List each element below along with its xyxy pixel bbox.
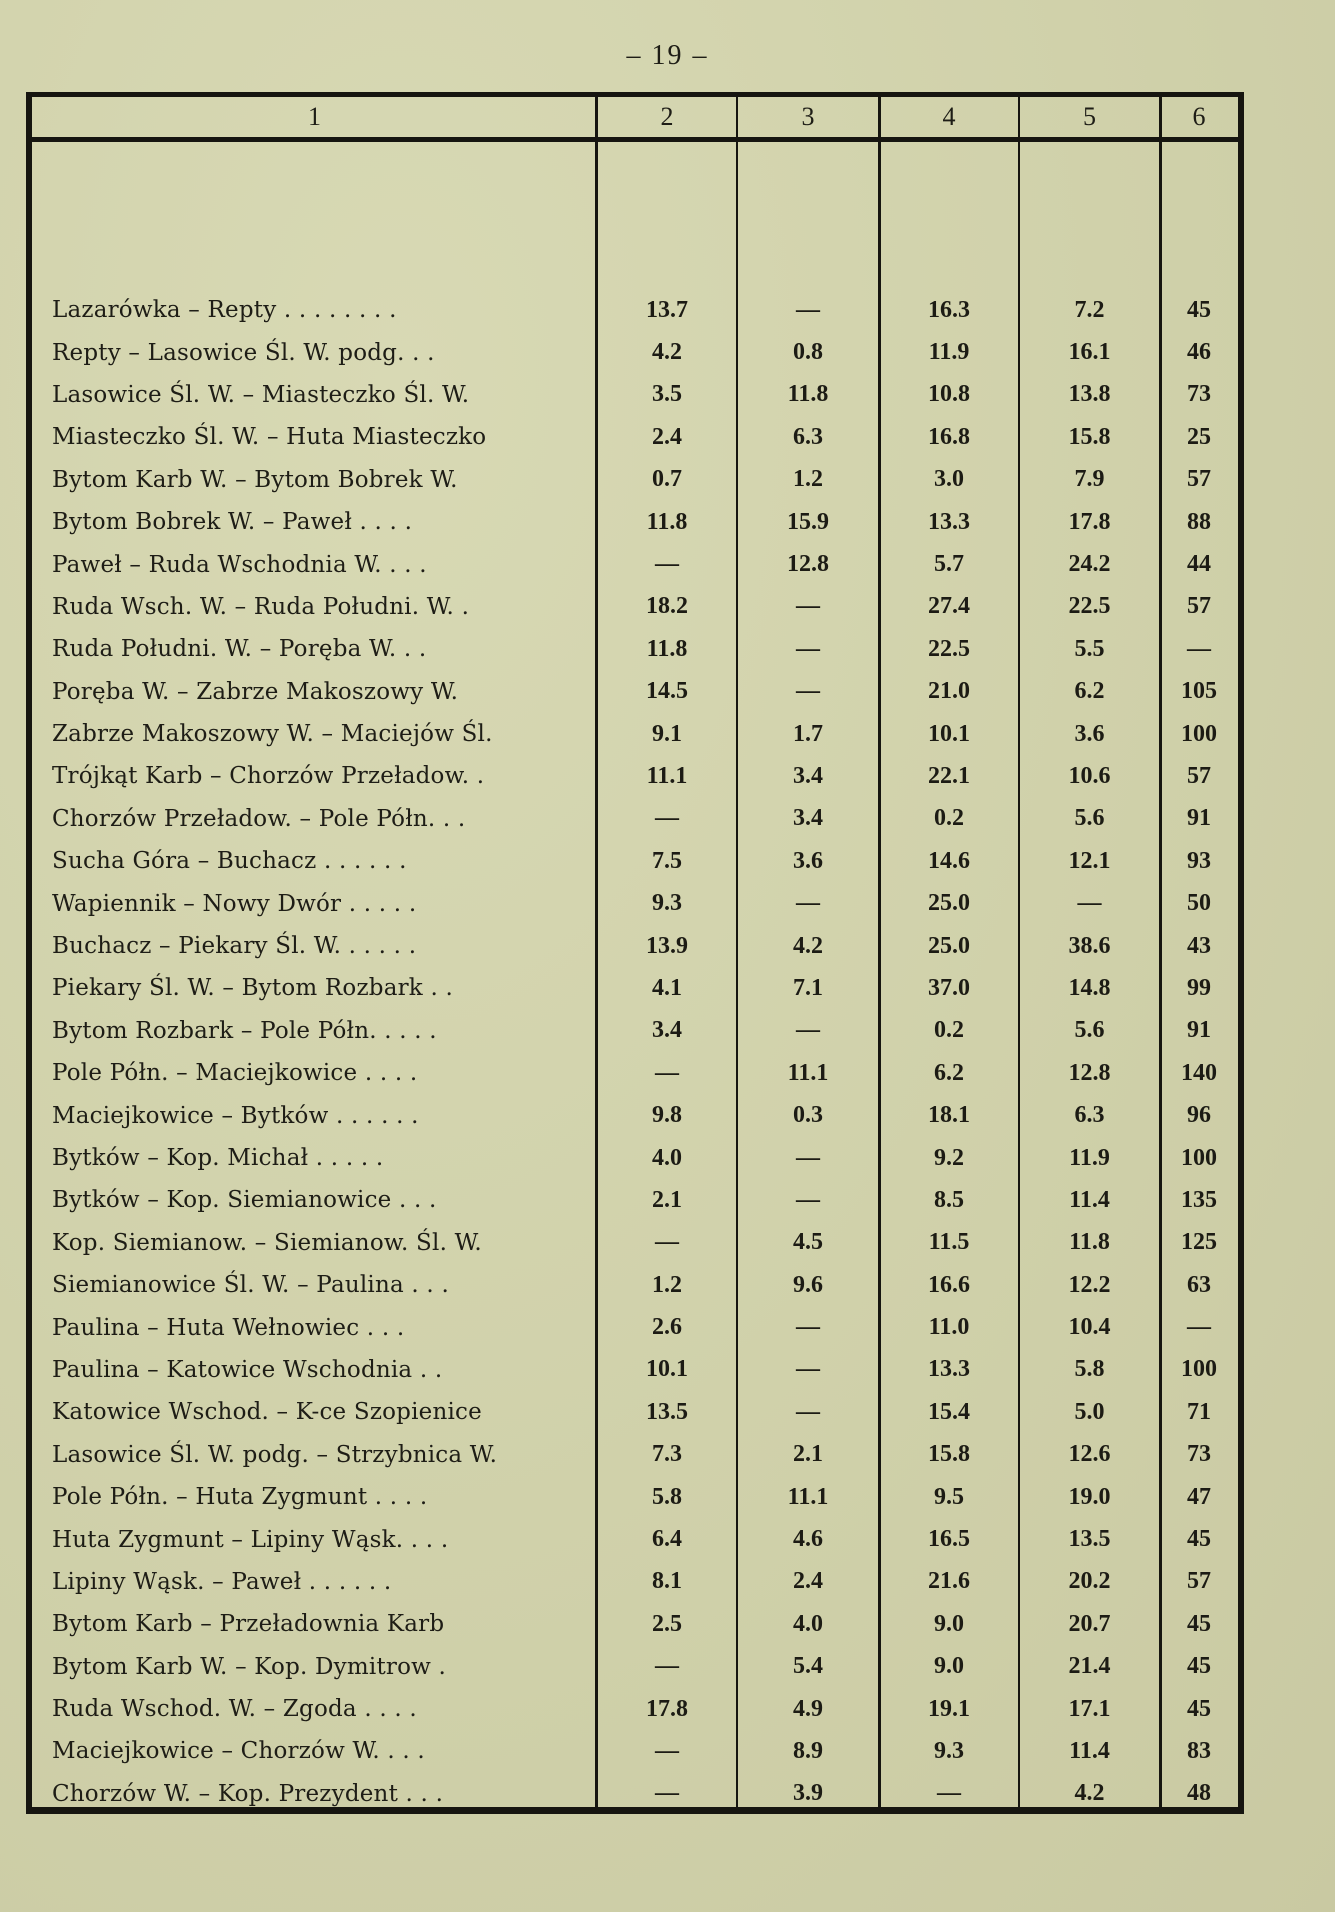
cell-col-6: 57 [1187, 466, 1211, 493]
cell-route: Ruda Południ. W. – Poręba W. . . [52, 636, 427, 663]
cell-col-2: 1.2 [652, 1271, 682, 1298]
cell-route: Ruda Wsch. W. – Ruda Południ. W. . [52, 593, 470, 620]
cell-col-6: — [1187, 635, 1211, 662]
cell-col-4: 13.3 [928, 508, 970, 535]
cell-col-4: 27.4 [928, 593, 970, 620]
cell-col-3: — [796, 1144, 820, 1171]
table-row [32, 289, 1238, 331]
cell-col-5: 11.9 [1069, 1144, 1110, 1171]
cell-col-5: 13.8 [1068, 381, 1111, 408]
table-body [32, 289, 1238, 1815]
cell-col-5: 7.2 [1074, 296, 1105, 323]
cell-col-4: 14.6 [928, 847, 970, 874]
cell-col-3: 11.8 [787, 381, 829, 408]
cell-col-4: 3.0 [934, 466, 964, 493]
table-row [32, 1094, 1238, 1136]
cell-route: Huta Zygmunt – Lipiny Wąsk. . . . [52, 1526, 449, 1553]
cell-col-6: 48 [1187, 1780, 1211, 1807]
cell-col-5: 21.4 [1068, 1653, 1111, 1680]
cell-route: Lasowice Śl. W. – Miasteczko Śl. W. [52, 381, 470, 408]
cell-route: Bytków – Kop. Michał . . . . . [52, 1145, 384, 1171]
cell-col-2: 11.8 [646, 635, 688, 662]
cell-col-4: 15.8 [928, 1441, 970, 1468]
table-row [32, 1391, 1238, 1433]
cell-col-5: 22.5 [1068, 593, 1111, 620]
cell-col-3: 5.4 [793, 1653, 823, 1680]
cell-col-6: 57 [1187, 762, 1211, 789]
cell-route: Pole Półn. – Huta Zygmunt . . . . [52, 1484, 428, 1511]
table-row [32, 840, 1238, 882]
cell-col-6: 83 [1187, 1737, 1211, 1764]
cell-col-3: 1.2 [793, 466, 823, 493]
cell-col-5: 5.6 [1074, 805, 1105, 832]
table-row [32, 1646, 1238, 1688]
cell-col-2: — [655, 1229, 679, 1256]
cell-col-3: — [796, 890, 820, 917]
cell-col-5: 11.8 [1069, 1229, 1110, 1256]
table-row [32, 713, 1238, 755]
cell-route: Chorzów Przeładow. – Pole Półn. . . [52, 805, 466, 832]
cell-col-5: — [1077, 890, 1102, 917]
cell-col-2: 13.9 [646, 932, 688, 959]
cell-col-3: 3.9 [793, 1780, 823, 1807]
table-row [32, 1052, 1238, 1094]
cell-col-4: 11.5 [928, 1229, 970, 1256]
table-row [32, 459, 1238, 501]
cell-col-3: — [796, 593, 820, 620]
cell-col-6: 140 [1181, 1059, 1217, 1086]
cell-col-2: 13.7 [646, 296, 688, 323]
cell-col-4: 19.1 [928, 1695, 970, 1722]
cell-col-6: 71 [1187, 1398, 1211, 1425]
cell-col-3: 0.8 [793, 339, 823, 366]
cell-route: Sucha Góra – Buchacz . . . . . . [52, 848, 407, 875]
cell-col-2: 17.8 [646, 1695, 688, 1722]
header-col-5: 5 [1083, 102, 1096, 131]
cell-col-6: 45 [1187, 1526, 1211, 1553]
cell-col-5: 24.2 [1068, 551, 1111, 578]
cell-col-3: 4.6 [793, 1526, 823, 1553]
cell-col-5: 17.8 [1068, 508, 1111, 535]
cell-col-4: 21.6 [928, 1568, 970, 1595]
cell-col-6: 91 [1187, 805, 1211, 832]
cell-col-5: 19.0 [1068, 1483, 1111, 1510]
cell-col-2: 10.1 [646, 1356, 688, 1383]
table-row [32, 1179, 1238, 1221]
cell-route: Paulina – Katowice Wschodnia . . [52, 1356, 443, 1383]
cell-col-4: 9.3 [934, 1737, 964, 1764]
cell-col-5: 11.4 [1069, 1737, 1110, 1764]
table-row [32, 1561, 1238, 1603]
cell-route: Piekary Śl. W. – Bytom Rozbark . . [52, 975, 453, 1002]
cell-col-4: 25.0 [928, 890, 970, 917]
cell-col-6: 135 [1181, 1186, 1217, 1213]
cell-col-3: — [796, 296, 820, 323]
table-row [32, 501, 1238, 543]
cell-route: Bytom Karb W. – Bytom Bobrek W. [52, 466, 458, 493]
table-row [32, 374, 1238, 416]
cell-col-5: 5.5 [1074, 635, 1105, 662]
cell-col-3: 2.1 [793, 1441, 823, 1468]
cell-col-4: 37.0 [928, 974, 970, 1001]
cell-col-3: — [796, 1398, 820, 1425]
cell-col-6: 50 [1187, 890, 1211, 917]
cell-col-4: 11.0 [928, 1314, 970, 1341]
cell-col-6: 47 [1187, 1483, 1211, 1510]
cell-col-2: 7.5 [652, 847, 682, 874]
cell-col-6: 96 [1187, 1102, 1211, 1129]
table-row [32, 1476, 1238, 1518]
table-row [32, 331, 1238, 373]
cell-col-2: 9.1 [652, 720, 682, 747]
cell-col-4: 22.5 [928, 635, 970, 662]
cell-col-3: 3.4 [793, 805, 823, 832]
cell-route: Pole Półn. – Maciejkowice . . . . [52, 1060, 418, 1087]
header-col-3: 3 [801, 102, 815, 131]
cell-route: Miasteczko Śl. W. – Huta Miasteczko [52, 424, 487, 451]
cell-col-2: 6.4 [652, 1526, 682, 1553]
cell-col-2: 2.5 [652, 1610, 682, 1637]
cell-col-4: 9.5 [934, 1483, 964, 1510]
cell-col-6: — [1187, 1314, 1211, 1341]
table-row [32, 925, 1238, 967]
cell-col-5: 10.6 [1068, 762, 1111, 789]
cell-col-6: 125 [1181, 1229, 1217, 1256]
cell-route: Lasowice Śl. W. podg. – Strzybnica W. [52, 1441, 498, 1468]
cell-col-2: — [655, 805, 679, 832]
cell-col-4: 21.0 [928, 678, 970, 705]
cell-col-5: 38.6 [1068, 932, 1111, 959]
cell-col-2: 8.1 [652, 1568, 682, 1595]
cell-col-5: 10.4 [1068, 1314, 1111, 1341]
table-row [32, 1434, 1238, 1476]
cell-col-2: 7.3 [652, 1441, 682, 1468]
cell-col-2: 5.8 [652, 1483, 682, 1510]
table-row [32, 1688, 1238, 1730]
cell-col-5: 11.4 [1069, 1186, 1110, 1213]
cell-col-4: 9.0 [934, 1653, 964, 1680]
cell-col-5: 4.2 [1074, 1780, 1105, 1807]
table-row [32, 967, 1238, 1009]
cell-col-3: — [796, 1356, 820, 1383]
cell-col-4: 0.2 [934, 1017, 964, 1044]
cell-route: Bytom Bobrek W. – Paweł . . . . [52, 509, 413, 536]
cell-col-6: 45 [1187, 1653, 1211, 1680]
cell-col-6: 46 [1187, 339, 1211, 366]
cell-col-3: 7.1 [793, 974, 823, 1001]
cell-col-2: 4.1 [652, 974, 682, 1001]
cell-col-5: 20.7 [1068, 1610, 1111, 1637]
cell-col-4: 9.2 [934, 1144, 964, 1171]
cell-col-6: 63 [1187, 1271, 1211, 1298]
cell-col-5: 20.2 [1068, 1568, 1111, 1595]
cell-col-4: 16.6 [928, 1271, 970, 1298]
table-row [32, 628, 1238, 670]
table-row [32, 416, 1238, 458]
table-row [32, 1264, 1238, 1306]
cell-col-5: 6.3 [1074, 1102, 1105, 1129]
cell-route: Wapiennik – Nowy Dwór . . . . . [52, 890, 417, 917]
cell-col-3: 15.9 [787, 508, 829, 535]
cell-col-2: 2.1 [652, 1186, 682, 1213]
cell-col-3: 8.9 [793, 1737, 823, 1764]
cell-col-2: 9.3 [652, 890, 682, 917]
cell-col-3: 0.3 [793, 1102, 823, 1129]
cell-col-5: 12.6 [1068, 1441, 1111, 1468]
cell-col-3: 4.0 [793, 1610, 823, 1637]
cell-col-4: — [937, 1780, 961, 1807]
cell-col-4: 18.1 [928, 1102, 970, 1129]
cell-col-2: 9.8 [652, 1102, 682, 1129]
cell-col-5: 16.1 [1068, 339, 1111, 366]
cell-col-4: 15.4 [928, 1398, 970, 1425]
cell-col-3: — [796, 1017, 820, 1044]
cell-col-5: 12.1 [1068, 847, 1111, 874]
header-col-2: 2 [660, 102, 674, 131]
table-row [32, 1349, 1238, 1391]
cell-col-3: 11.1 [787, 1059, 829, 1086]
cell-col-3: 2.4 [793, 1568, 823, 1595]
cell-col-6: 93 [1187, 847, 1211, 874]
cell-route: Bytom Karb W. – Kop. Dymitrow . [52, 1653, 447, 1680]
cell-col-3: 4.5 [793, 1229, 823, 1256]
cell-col-4: 25.0 [928, 932, 970, 959]
cell-route: Lipiny Wąsk. – Paweł . . . . . . [52, 1568, 392, 1595]
cell-col-2: 3.5 [652, 381, 682, 408]
cell-route: Paulina – Huta Wełnowiec . . . [52, 1314, 405, 1341]
table-row [32, 1306, 1238, 1348]
cell-col-3: — [796, 635, 820, 662]
header-col-1: 1 [308, 102, 321, 131]
cell-col-5: 12.8 [1068, 1059, 1111, 1086]
cell-col-2: — [655, 551, 679, 578]
cell-col-4: 13.3 [928, 1356, 970, 1383]
cell-col-6: 57 [1187, 1568, 1211, 1595]
table-header [32, 97, 1238, 142]
table-row [32, 1137, 1238, 1179]
cell-route: Maciejkowice – Chorzów W. . . . [52, 1738, 425, 1765]
cell-col-2: 2.4 [652, 423, 682, 450]
cell-col-3: — [796, 678, 820, 705]
cell-col-2: 0.7 [652, 466, 682, 493]
cell-col-3: 4.9 [793, 1695, 823, 1722]
cell-route: Repty – Lasowice Śl. W. podg. . . [52, 339, 435, 366]
cell-col-6: 45 [1187, 1610, 1211, 1637]
cell-col-6: 100 [1181, 1356, 1217, 1383]
cell-route: Maciejkowice – Bytków . . . . . . [52, 1102, 419, 1129]
table-row [32, 1010, 1238, 1052]
cell-col-6: 45 [1187, 296, 1211, 323]
cell-col-6: 91 [1187, 1017, 1211, 1044]
cell-col-3: 4.2 [793, 932, 823, 959]
table-row [32, 586, 1238, 628]
cell-col-5: 7.9 [1074, 466, 1105, 493]
cell-col-6: 73 [1187, 1441, 1211, 1468]
cell-route: Lazarówka – Repty . . . . . . . . [52, 297, 397, 324]
cell-col-3: 11.1 [787, 1483, 829, 1510]
table-row [32, 1222, 1238, 1264]
table-row [32, 882, 1238, 924]
cell-col-4: 16.5 [928, 1526, 970, 1553]
cell-col-5: 14.8 [1068, 974, 1111, 1001]
cell-col-4: 11.9 [928, 339, 970, 366]
cell-col-5: 13.5 [1068, 1526, 1111, 1553]
cell-col-4: 16.8 [928, 423, 970, 450]
cell-col-3: — [796, 1186, 820, 1213]
cell-col-4: 6.2 [934, 1059, 964, 1086]
cell-col-2: 4.0 [652, 1144, 682, 1171]
table-row [32, 1773, 1238, 1815]
cell-col-2: 4.2 [652, 339, 682, 366]
cell-col-5: 6.2 [1074, 678, 1105, 705]
cell-col-4: 8.5 [934, 1186, 964, 1213]
cell-route: Trójkąt Karb – Chorzów Przeładow. . [52, 763, 485, 790]
cell-col-2: — [655, 1653, 679, 1680]
cell-col-3: 3.4 [793, 762, 823, 789]
cell-col-6: 99 [1187, 974, 1211, 1001]
cell-route: Bytom Karb – Przeładownia Karb [52, 1611, 445, 1638]
cell-col-2: 13.5 [646, 1398, 688, 1425]
cell-col-2: — [655, 1737, 679, 1764]
header-col-6: 6 [1192, 102, 1206, 131]
cell-col-6: 88 [1187, 508, 1211, 535]
cell-col-2: 2.6 [652, 1314, 682, 1341]
cell-col-2: 18.2 [646, 593, 688, 620]
cell-route: Siemianowice Śl. W. – Paulina . . . [52, 1272, 449, 1299]
cell-col-5: 5.6 [1074, 1017, 1105, 1044]
cell-route: Kop. Siemianow. – Siemianow. Śl. W. [52, 1229, 482, 1256]
cell-col-6: 57 [1187, 593, 1211, 620]
cell-col-3: 9.6 [793, 1271, 823, 1298]
cell-col-5: 12.2 [1068, 1271, 1111, 1298]
cell-route: Paweł – Ruda Wschodnia W. . . . [52, 551, 427, 578]
cell-route: Chorzów W. – Kop. Prezydent . . . [52, 1780, 444, 1807]
table-row [32, 755, 1238, 797]
cell-col-6: 44 [1187, 551, 1211, 578]
cell-col-6: 105 [1181, 678, 1217, 705]
cell-col-6: 43 [1187, 932, 1211, 959]
cell-route: Buchacz – Piekary Śl. W. . . . . . [52, 933, 417, 960]
cell-col-3: 3.6 [793, 847, 823, 874]
cell-col-5: 15.8 [1068, 423, 1111, 450]
cell-route: Bytków – Kop. Siemianowice . . . [52, 1187, 437, 1214]
cell-col-3: 12.8 [787, 551, 829, 578]
cell-col-5: 5.0 [1074, 1398, 1105, 1425]
cell-col-5: 5.8 [1074, 1356, 1105, 1383]
cell-col-4: 22.1 [928, 762, 970, 789]
cell-col-3: 1.7 [793, 720, 823, 747]
cell-col-6: 45 [1187, 1695, 1211, 1722]
cell-col-4: 0.2 [934, 805, 964, 832]
page-number: – 19 – [626, 40, 709, 71]
cell-route: Zabrze Makoszowy W. – Maciejów Śl. [52, 721, 493, 748]
cell-col-4: 5.7 [934, 551, 964, 578]
cell-route: Ruda Wschod. W. – Zgoda . . . . [52, 1696, 417, 1723]
cell-col-3: 6.3 [793, 423, 823, 450]
cell-col-2: — [655, 1780, 679, 1807]
cell-col-4: 10.8 [928, 381, 970, 408]
data-table [26, 92, 1244, 1814]
table-row [32, 543, 1238, 585]
cell-col-2: 11.8 [646, 508, 688, 535]
cell-col-6: 100 [1181, 1144, 1217, 1171]
cell-col-2: 11.1 [646, 762, 688, 789]
cell-col-5: 17.1 [1068, 1695, 1111, 1722]
table-row [32, 1603, 1238, 1645]
cell-col-4: 16.3 [928, 296, 970, 323]
cell-route: Poręba W. – Zabrze Makoszowy W. [52, 678, 459, 705]
table-row [32, 1518, 1238, 1560]
table-row [32, 798, 1238, 840]
table-row [32, 671, 1238, 713]
cell-col-4: 9.0 [934, 1610, 964, 1637]
cell-col-4: 10.1 [928, 720, 970, 747]
cell-col-5: 3.6 [1074, 720, 1105, 747]
cell-route: Bytom Rozbark – Pole Półn. . . . . [52, 1017, 437, 1044]
header-col-4: 4 [942, 102, 956, 131]
cell-col-2: 14.5 [646, 678, 688, 705]
cell-col-6: 100 [1181, 720, 1217, 747]
cell-col-6: 25 [1187, 423, 1211, 450]
cell-col-6: 73 [1187, 381, 1211, 408]
table-row [32, 1730, 1238, 1772]
cell-col-2: 3.4 [652, 1017, 682, 1044]
cell-route: Katowice Wschod. – K-ce Szopienice [52, 1399, 482, 1426]
cell-col-2: — [655, 1059, 679, 1086]
cell-col-3: — [796, 1314, 820, 1341]
